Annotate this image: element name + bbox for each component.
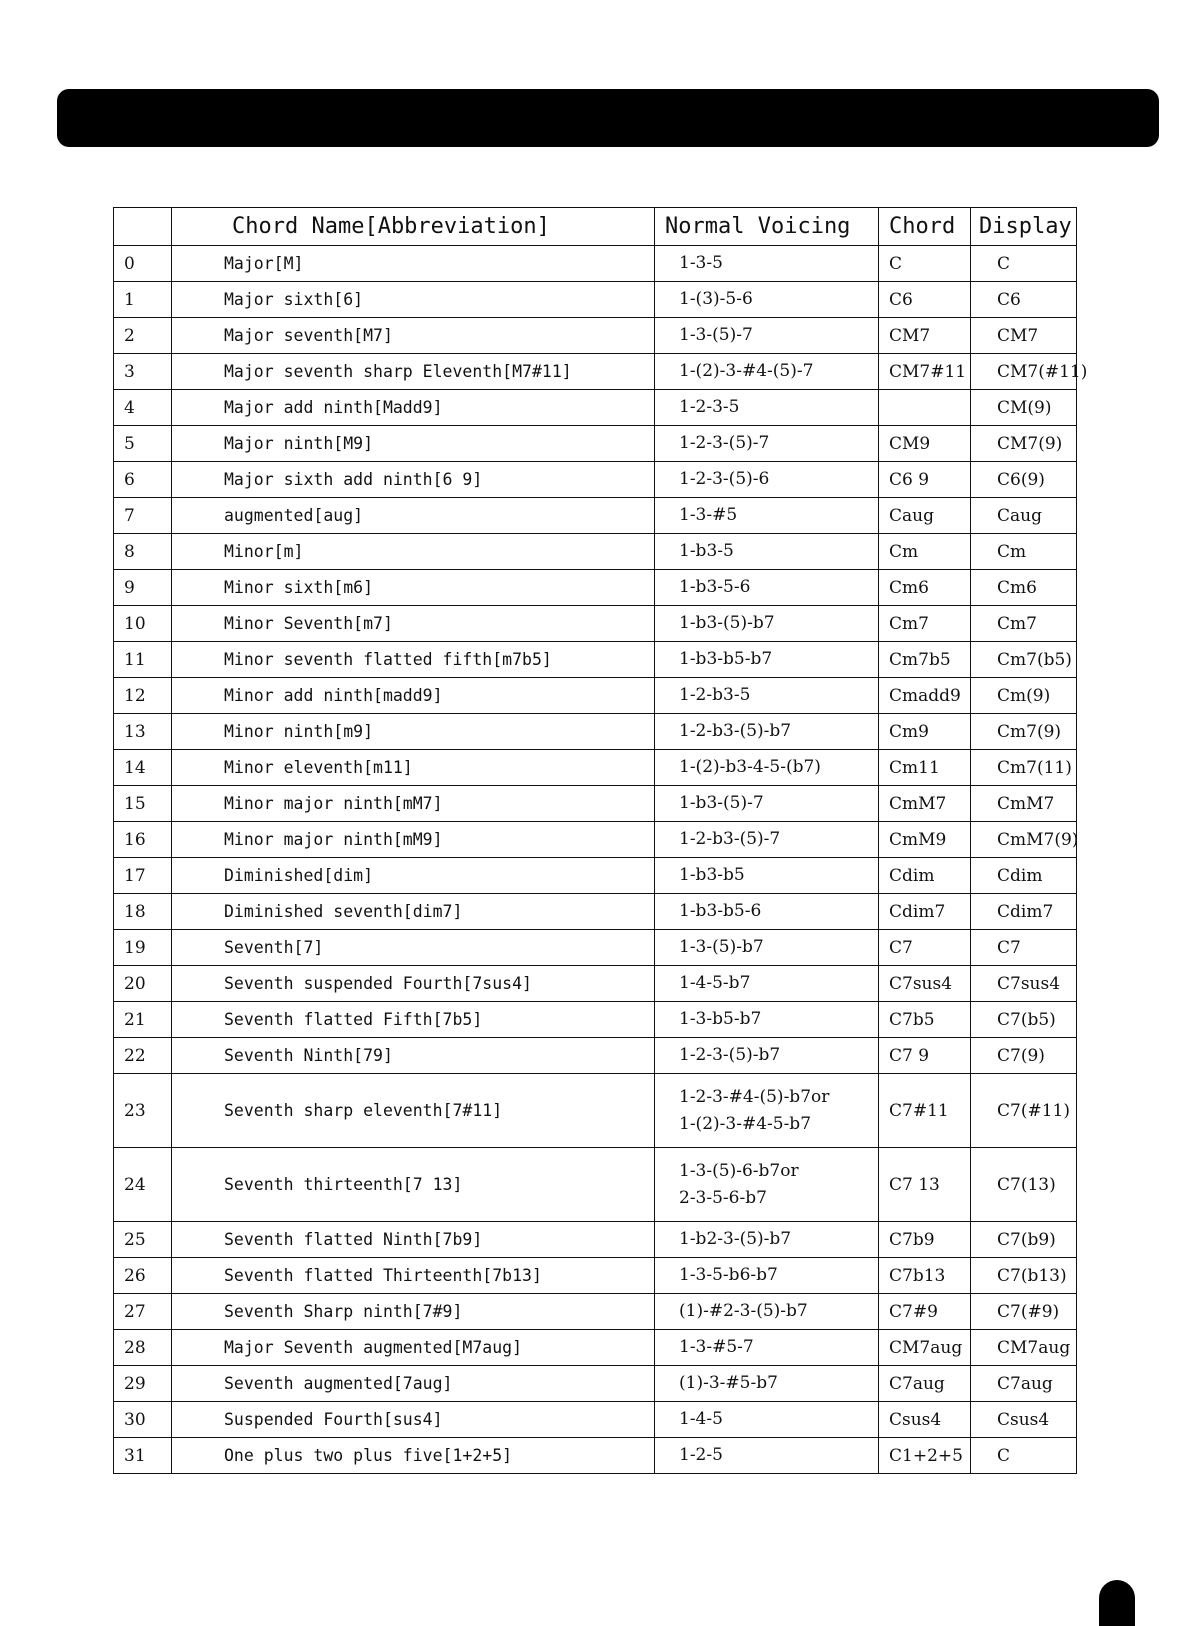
voicing-line: 1-2-3-5 — [679, 397, 740, 417]
chord-name: Minor Seventh[m7] — [172, 606, 655, 642]
row-number: 29 — [114, 1366, 172, 1402]
chord-name: Seventh[7] — [172, 930, 655, 966]
chord-display: Cm(9) — [971, 678, 1077, 714]
chord-display: C7(b5) — [971, 1002, 1077, 1038]
chord-display: C7(#9) — [971, 1294, 1077, 1330]
chord-symbol: CM7#11 — [879, 354, 971, 390]
row-number: 11 — [114, 642, 172, 678]
normal-voicing — [655, 354, 879, 390]
normal-voicing — [655, 1438, 879, 1474]
header-display: Display — [971, 208, 1077, 246]
row-number: 10 — [114, 606, 172, 642]
chord-name: Seventh flatted Thirteenth[7b13] — [172, 1258, 655, 1294]
page-header-bar — [57, 89, 1159, 147]
chord-display: CmM7(9) — [971, 822, 1077, 858]
chord-name: Major sixth add ninth[6 9] — [172, 462, 655, 498]
voicing-line: (1)-3-#5-b7 — [679, 1373, 778, 1393]
table-row — [114, 282, 1077, 318]
chord-symbol: Cmadd9 — [879, 678, 971, 714]
voicing-line: 1-b3-b5-6 — [679, 901, 762, 921]
chord-name: Seventh suspended Fourth[7sus4] — [172, 966, 655, 1002]
table-row — [114, 570, 1077, 606]
table-row — [114, 822, 1077, 858]
chord-display: CM7(9) — [971, 426, 1077, 462]
table-row — [114, 750, 1077, 786]
normal-voicing — [655, 1148, 879, 1222]
chord-display: Cdim — [971, 858, 1077, 894]
chord-name: Seventh Ninth[79] — [172, 1038, 655, 1074]
row-number: 28 — [114, 1330, 172, 1366]
normal-voicing — [655, 1294, 879, 1330]
voicing-line: 1-(2)-b3-4-5-(b7) — [679, 757, 821, 777]
normal-voicing — [655, 1038, 879, 1074]
normal-voicing — [655, 462, 879, 498]
chord-name: Seventh flatted Fifth[7b5] — [172, 1002, 655, 1038]
row-number: 13 — [114, 714, 172, 750]
normal-voicing — [655, 894, 879, 930]
chord-display: CM7 — [971, 318, 1077, 354]
table-row — [114, 1330, 1077, 1366]
table-row — [114, 1074, 1077, 1148]
chord-display: C7(9) — [971, 1038, 1077, 1074]
chord-name: Seventh flatted Ninth[7b9] — [172, 1222, 655, 1258]
chord-name: Major sixth[6] — [172, 282, 655, 318]
chord-symbol: C7b13 — [879, 1258, 971, 1294]
voicing-line: 1-3-(5)-6-b7or — [679, 1160, 799, 1181]
chord-symbol: CM7aug — [879, 1330, 971, 1366]
row-number: 20 — [114, 966, 172, 1002]
chord-symbol: C7 13 — [879, 1148, 971, 1222]
table-row — [114, 1148, 1077, 1222]
chord-symbol: Cm — [879, 534, 971, 570]
chord-name: Minor seventh flatted fifth[m7b5] — [172, 642, 655, 678]
normal-voicing — [655, 1222, 879, 1258]
voicing-line: 1-3-5 — [679, 253, 723, 273]
table-row — [114, 642, 1077, 678]
table-row — [114, 930, 1077, 966]
row-number: 14 — [114, 750, 172, 786]
row-number: 12 — [114, 678, 172, 714]
normal-voicing — [655, 1366, 879, 1402]
table-row — [114, 1294, 1077, 1330]
table-row — [114, 1366, 1077, 1402]
normal-voicing — [655, 570, 879, 606]
chord-name: Major Seventh augmented[M7aug] — [172, 1330, 655, 1366]
chord-display: CM7(#11) — [971, 354, 1077, 390]
normal-voicing — [655, 534, 879, 570]
table-row — [114, 1002, 1077, 1038]
header-chord-name: Chord Name[Abbreviation] — [172, 208, 655, 246]
chord-name: Major ninth[M9] — [172, 426, 655, 462]
row-number: 1 — [114, 282, 172, 318]
chord-symbol: C7aug — [879, 1366, 971, 1402]
chord-symbol: CmM9 — [879, 822, 971, 858]
row-number: 7 — [114, 498, 172, 534]
chord-name: Minor[m] — [172, 534, 655, 570]
voicing-line: 1-(2)-3-#4-(5)-7 — [679, 361, 814, 381]
chord-display: C — [971, 246, 1077, 282]
voicing-line: 1-3-b5-b7 — [679, 1009, 762, 1029]
chord-symbol: Caug — [879, 498, 971, 534]
table-row — [114, 786, 1077, 822]
chord-symbol: C6 — [879, 282, 971, 318]
chord-name: Major[M] — [172, 246, 655, 282]
row-number: 18 — [114, 894, 172, 930]
row-number: 31 — [114, 1438, 172, 1474]
chord-name: Major seventh[M7] — [172, 318, 655, 354]
table-row — [114, 966, 1077, 1002]
table-row — [114, 318, 1077, 354]
table-row — [114, 1402, 1077, 1438]
row-number: 26 — [114, 1258, 172, 1294]
voicing-line: 1-b3-b5-b7 — [679, 649, 773, 669]
row-number: 16 — [114, 822, 172, 858]
chord-symbol: C7#11 — [879, 1074, 971, 1148]
chord-name: Minor major ninth[mM9] — [172, 822, 655, 858]
chord-symbol: Cdim7 — [879, 894, 971, 930]
row-number: 25 — [114, 1222, 172, 1258]
chord-display: C7 — [971, 930, 1077, 966]
table-row — [114, 390, 1077, 426]
chord-symbol: C7 — [879, 930, 971, 966]
header-normal-voicing: Normal Voicing — [655, 208, 879, 246]
chord-name: Seventh Sharp ninth[7#9] — [172, 1294, 655, 1330]
normal-voicing — [655, 930, 879, 966]
normal-voicing — [655, 642, 879, 678]
normal-voicing — [655, 426, 879, 462]
normal-voicing — [655, 858, 879, 894]
chord-display: C7(13) — [971, 1148, 1077, 1222]
normal-voicing — [655, 750, 879, 786]
chord-symbol: C7sus4 — [879, 966, 971, 1002]
table-row — [114, 1222, 1077, 1258]
row-number: 0 — [114, 246, 172, 282]
row-number: 4 — [114, 390, 172, 426]
chord-display: CM(9) — [971, 390, 1077, 426]
chord-name: Diminished[dim] — [172, 858, 655, 894]
voicing-line: 1-3-(5)-7 — [679, 325, 753, 345]
voicing-line: 1-3-#5 — [679, 505, 738, 525]
chord-display: CmM7 — [971, 786, 1077, 822]
table-row — [114, 534, 1077, 570]
row-number: 19 — [114, 930, 172, 966]
chord-name: Seventh sharp eleventh[7#11] — [172, 1074, 655, 1148]
voicing-line: (1)-#2-3-(5)-b7 — [679, 1301, 808, 1321]
voicing-line: 2-3-5-6-b7 — [679, 1187, 767, 1208]
chord-symbol: Csus4 — [879, 1402, 971, 1438]
voicing-line: 1-(3)-5-6 — [679, 289, 753, 309]
chord-symbol: Cm7b5 — [879, 642, 971, 678]
chord-symbol: C7#9 — [879, 1294, 971, 1330]
table-row — [114, 606, 1077, 642]
header-chord: Chord — [879, 208, 971, 246]
chord-display: Cm7(b5) — [971, 642, 1077, 678]
chord-symbol: Cm11 — [879, 750, 971, 786]
table-row — [114, 354, 1077, 390]
table-row — [114, 714, 1077, 750]
row-number: 23 — [114, 1074, 172, 1148]
table-row — [114, 498, 1077, 534]
chord-display: C7aug — [971, 1366, 1077, 1402]
table-body — [114, 246, 1088, 1474]
row-number: 30 — [114, 1402, 172, 1438]
row-number: 9 — [114, 570, 172, 606]
chord-display: Caug — [971, 498, 1077, 534]
normal-voicing — [655, 966, 879, 1002]
chord-display: C7(b9) — [971, 1222, 1077, 1258]
voicing-line: 1-b3-b5 — [679, 865, 745, 885]
chord-name: Minor major ninth[mM7] — [172, 786, 655, 822]
table-row — [114, 462, 1077, 498]
voicing-line: 1-2-3-(5)-b7 — [679, 1045, 781, 1065]
chord-display: Cm — [971, 534, 1077, 570]
chord-name: augmented[aug] — [172, 498, 655, 534]
normal-voicing — [655, 390, 879, 426]
chord-display: Cm7 — [971, 606, 1077, 642]
chord-display: C6(9) — [971, 462, 1077, 498]
row-number: 5 — [114, 426, 172, 462]
normal-voicing — [655, 1258, 879, 1294]
header-number — [114, 208, 172, 246]
table-row — [114, 1258, 1077, 1294]
chord-symbol: C7b9 — [879, 1222, 971, 1258]
table-row — [114, 1438, 1077, 1474]
table-row — [114, 426, 1077, 462]
chord-name: Minor eleventh[m11] — [172, 750, 655, 786]
normal-voicing — [655, 1002, 879, 1038]
voicing-line: 1-2-b3-5 — [679, 685, 751, 705]
table-row — [114, 246, 1077, 282]
chord-table — [113, 207, 1088, 1474]
voicing-line: 1-3-#5-7 — [679, 1337, 754, 1357]
normal-voicing — [655, 786, 879, 822]
normal-voicing — [655, 498, 879, 534]
chord-symbol: C — [879, 246, 971, 282]
chord-display: C7(b13) — [971, 1258, 1077, 1294]
row-number: 15 — [114, 786, 172, 822]
normal-voicing — [655, 678, 879, 714]
chord-symbol: Cm9 — [879, 714, 971, 750]
row-number: 17 — [114, 858, 172, 894]
chord-display: Cm7(9) — [971, 714, 1077, 750]
chord-name: Minor ninth[m9] — [172, 714, 655, 750]
row-number: 8 — [114, 534, 172, 570]
chord-symbol: Cdim — [879, 858, 971, 894]
row-number: 24 — [114, 1148, 172, 1222]
row-number: 3 — [114, 354, 172, 390]
normal-voicing — [655, 1330, 879, 1366]
voicing-line: 1-4-5 — [679, 1409, 723, 1429]
voicing-line: 1-(2)-3-#4-5-b7 — [679, 1113, 812, 1134]
chord-symbol: C7b5 — [879, 1002, 971, 1038]
chord-display: C — [971, 1438, 1077, 1474]
row-number: 6 — [114, 462, 172, 498]
chord-display: Csus4 — [971, 1402, 1077, 1438]
normal-voicing — [655, 714, 879, 750]
chord-symbol: C7 9 — [879, 1038, 971, 1074]
normal-voicing — [655, 318, 879, 354]
page-tab-marker — [1099, 1580, 1135, 1626]
voicing-line: 1-b2-3-(5)-b7 — [679, 1229, 792, 1249]
voicing-line: 1-3-5-b6-b7 — [679, 1265, 778, 1285]
chord-symbol: Cm6 — [879, 570, 971, 606]
row-number: 21 — [114, 1002, 172, 1038]
table-row — [114, 678, 1077, 714]
table-row — [114, 1038, 1077, 1074]
chord-display: C7(#11) — [971, 1074, 1077, 1148]
voicing-line: 1-b3-5 — [679, 541, 734, 561]
row-number: 2 — [114, 318, 172, 354]
chord-display: CM7aug — [971, 1330, 1077, 1366]
chord-symbol: CmM7 — [879, 786, 971, 822]
row-number: 27 — [114, 1294, 172, 1330]
chord-name: Seventh thirteenth[7 13] — [172, 1148, 655, 1222]
chord-display: Cm6 — [971, 570, 1077, 606]
chord-display: C6 — [971, 282, 1077, 318]
normal-voicing — [655, 822, 879, 858]
normal-voicing — [655, 246, 879, 282]
chord-symbol: C1+2+5 — [879, 1438, 971, 1474]
chord-display: C7sus4 — [971, 966, 1077, 1002]
table-row — [114, 894, 1077, 930]
voicing-line: 1-2-3-(5)-7 — [679, 433, 770, 453]
voicing-line: 1-b3-(5)-7 — [679, 793, 764, 813]
normal-voicing — [655, 1074, 879, 1148]
chord-symbol: CM9 — [879, 426, 971, 462]
chord-symbol — [879, 390, 971, 426]
voicing-line: 1-2-3-(5)-6 — [679, 469, 770, 489]
chord-display: Cm7(11) — [971, 750, 1077, 786]
voicing-line: 1-2-5 — [679, 1445, 723, 1465]
row-number: 22 — [114, 1038, 172, 1074]
voicing-line: 1-2-b3-(5)-b7 — [679, 721, 792, 741]
chord-symbol: C6 9 — [879, 462, 971, 498]
chord-name: Major seventh sharp Eleventh[M7#11] — [172, 354, 655, 390]
chord-symbol: CM7 — [879, 318, 971, 354]
chord-name: Seventh augmented[7aug] — [172, 1366, 655, 1402]
chord-name: Minor add ninth[madd9] — [172, 678, 655, 714]
voicing-line: 1-4-5-b7 — [679, 973, 751, 993]
chord-name: Diminished seventh[dim7] — [172, 894, 655, 930]
voicing-line: 1-2-b3-(5)-7 — [679, 829, 781, 849]
chord-name: One plus two plus five[1+2+5] — [172, 1438, 655, 1474]
chord-name: Minor sixth[m6] — [172, 570, 655, 606]
chord-name: Suspended Fourth[sus4] — [172, 1402, 655, 1438]
chord-name: Major add ninth[Madd9] — [172, 390, 655, 426]
table-row — [114, 858, 1077, 894]
chord-display: Cdim7 — [971, 894, 1077, 930]
normal-voicing — [655, 606, 879, 642]
voicing-line: 1-2-3-#4-(5)-b7or — [679, 1086, 830, 1107]
voicing-line: 1-b3-(5)-b7 — [679, 613, 775, 633]
voicing-line: 1-3-(5)-b7 — [679, 937, 764, 957]
table-header-row — [114, 208, 1077, 246]
normal-voicing — [655, 1402, 879, 1438]
normal-voicing — [655, 282, 879, 318]
chord-symbol: Cm7 — [879, 606, 971, 642]
voicing-line: 1-b3-5-6 — [679, 577, 751, 597]
